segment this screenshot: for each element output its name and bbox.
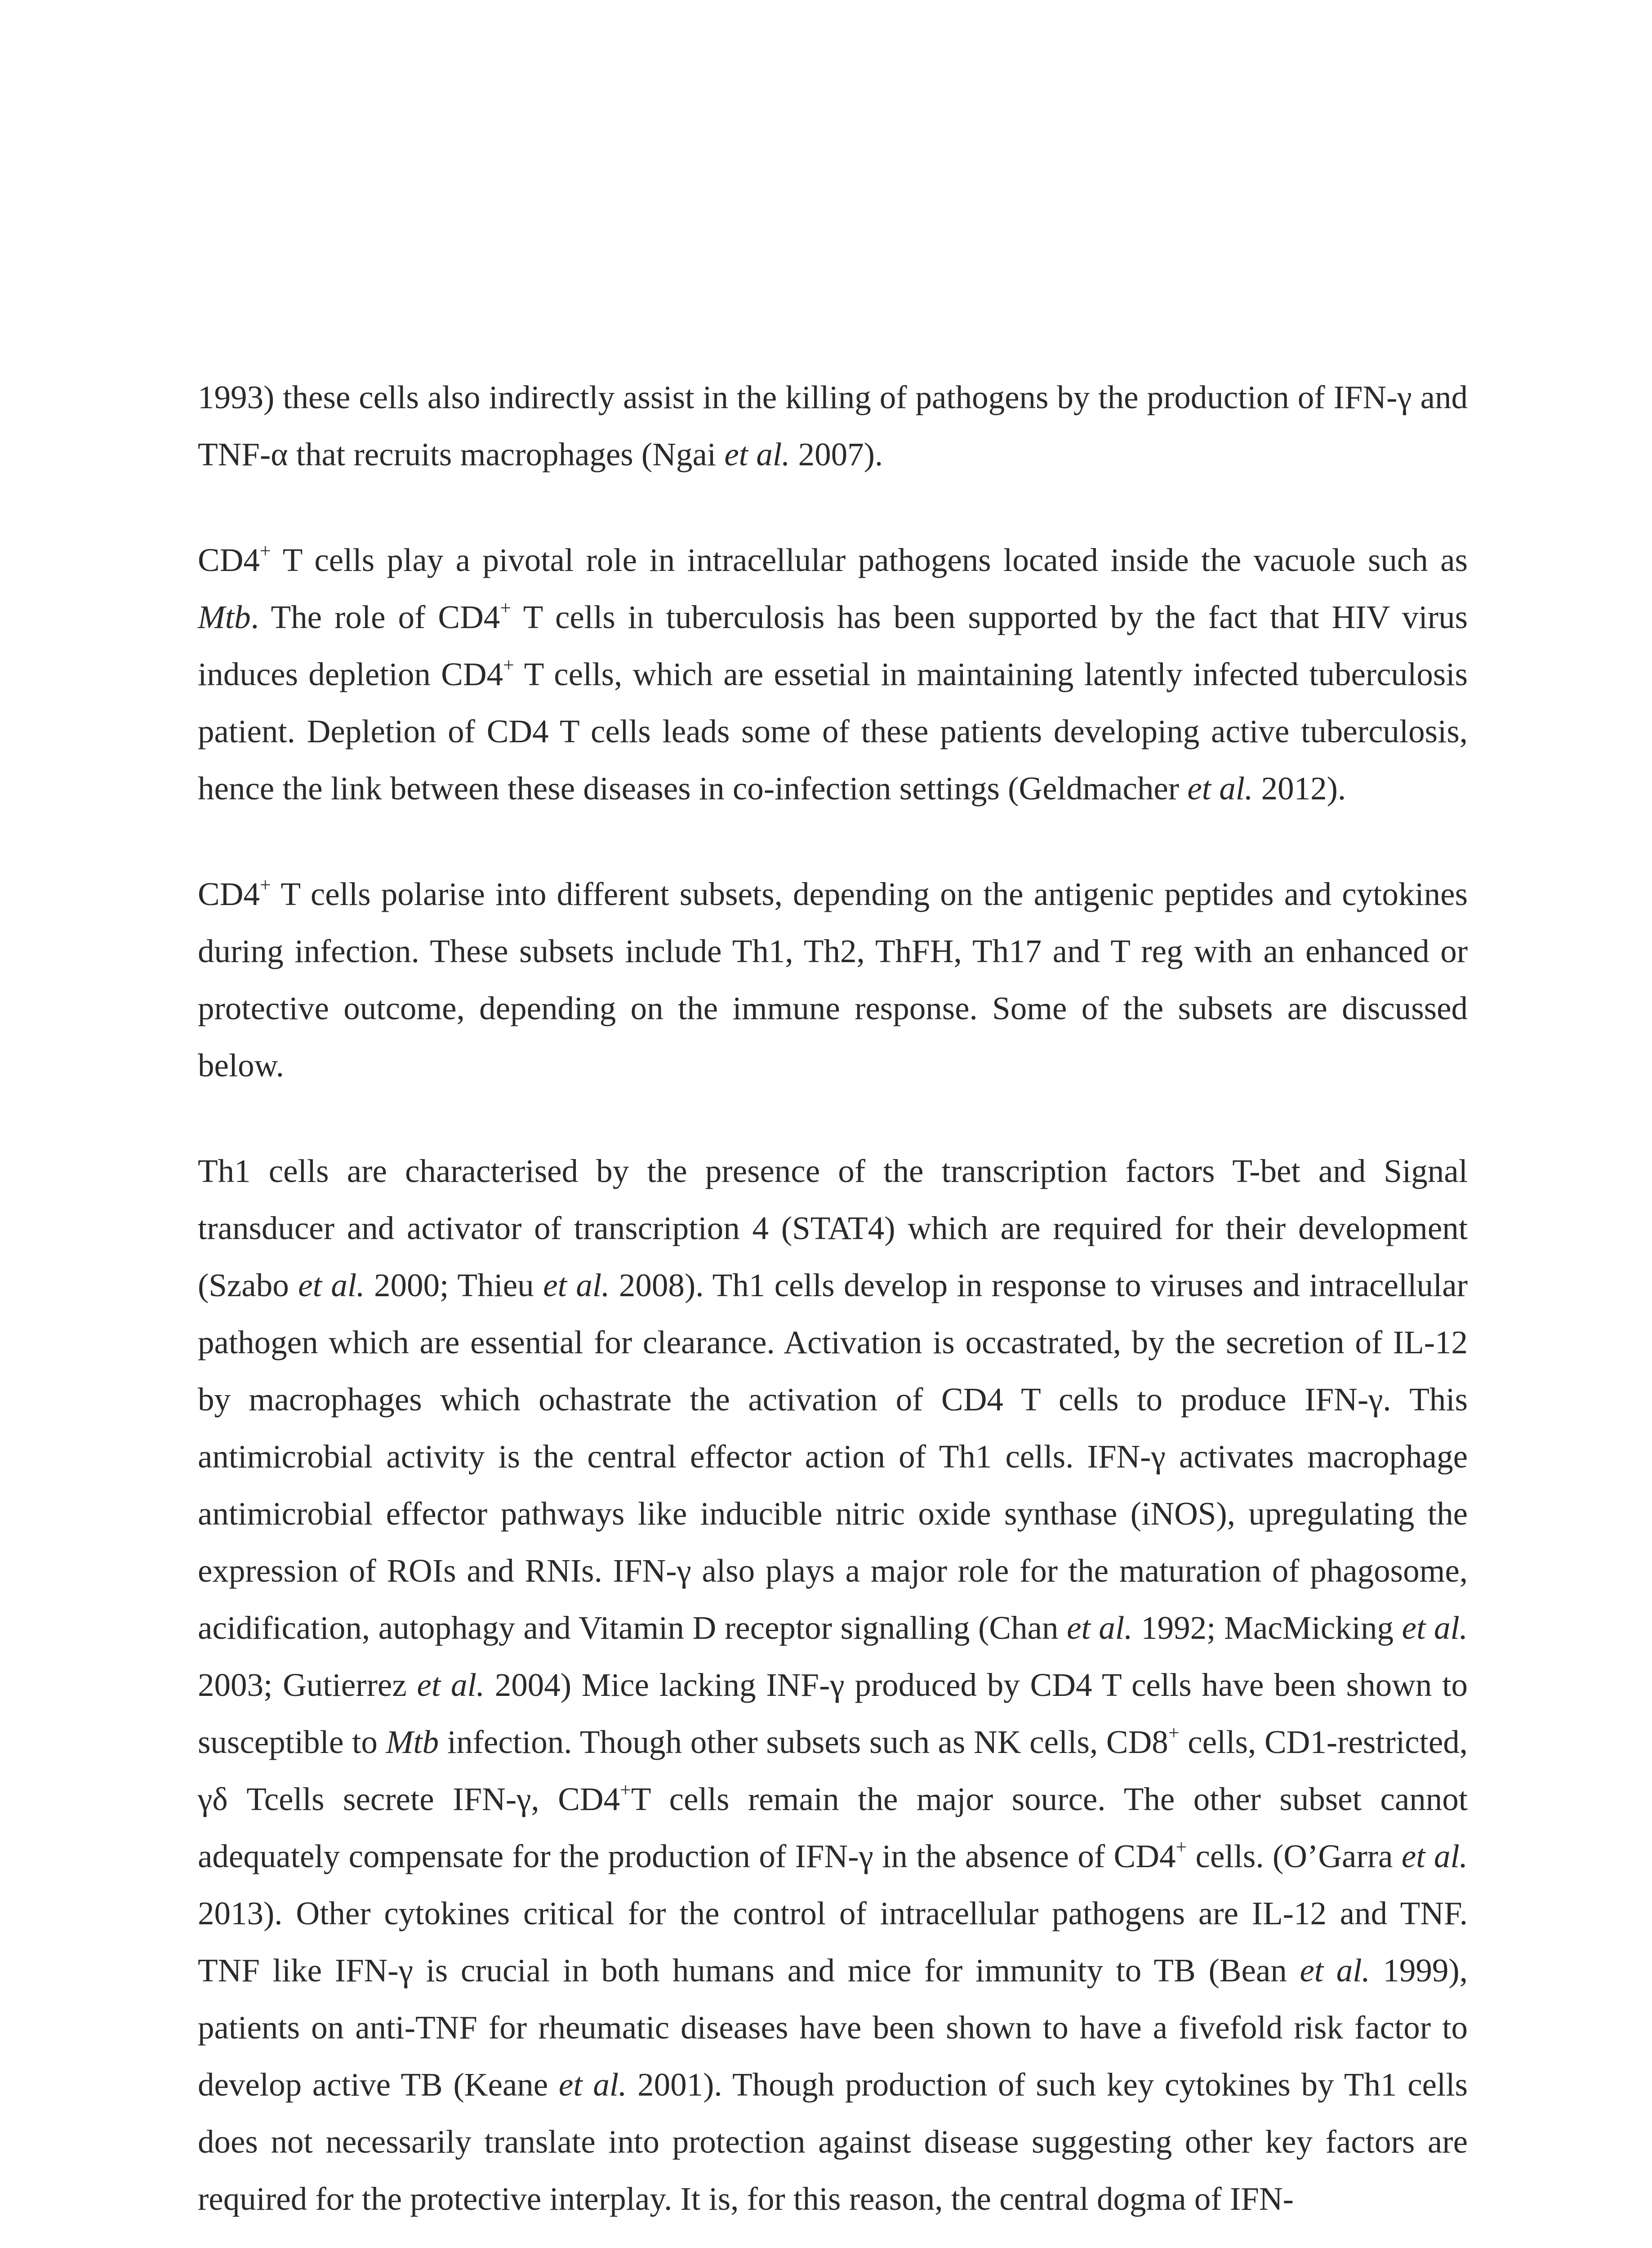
superscript: + [620, 1779, 631, 1801]
paragraph [198, 531, 1468, 817]
text-run: 2008). Th1 cells develop in response to viruses and intracellular pathogen which are essential for clearance. Activation is occastrated, by the secretion of IL-12 by macrophages which ochastrate the activation of CD4 T cells to produce IFN-γ. This antimicrobial activity is the central effector action of Th1 cells. IFN-γ activates macrophage antimicrobial effector pathways like inducible nitric oxide synthase (iNOS), upregulating the expression of ROIs and RNIs. IFN-γ also plays a major role for the maturation of phagosome, acidification, autophagy and Vitamin D receptor signalling (Chan [198, 1267, 1468, 1646]
text-run: 2003; Gutierrez [198, 1667, 417, 1703]
text-run: CD4 [198, 542, 260, 578]
paragraph [198, 865, 1468, 1094]
body-text [198, 369, 1468, 2227]
text-run: Th1 cells are characterised by the presence of the transcription factors T-bet and Signal transducer and activator of transcription 4 (STAT4) which are required for their development (Szabo [198, 1153, 1468, 1303]
text-run: 2001). Though production of such key cytokines by Th1 cells does not necessarily translate into protection against disease suggesting other key factors are required for the protective interplay. It is, for this reason, the central dogma of IFN- [198, 2066, 1468, 2217]
superscript: + [500, 597, 512, 619]
text-run: 1999), patients on anti-TNF for rheumatic diseases have been shown to have a fivefold risk factor to develop active TB (Keane [198, 1952, 1468, 2103]
text-run: 2004) Mice lacking INF-γ produced by CD4 T cells have been shown to susceptible to [198, 1667, 1468, 1760]
text-run: T cells play a pivotal role in intracellular pathogens located inside the vacuole such as [271, 542, 1468, 578]
italic-text: et al. [543, 1267, 610, 1303]
superscript: + [1168, 1722, 1180, 1744]
text-run: infection. Though other subsets such as NK cells, CD8 [439, 1724, 1168, 1760]
text-run: 2000; Thieu [365, 1267, 543, 1303]
superscript: + [1176, 1836, 1187, 1858]
paragraph [198, 369, 1468, 483]
text-run: 1992; MacMicking [1132, 1610, 1402, 1646]
text-run: 2013). Other cytokines critical for the control of intracellular pathogens are IL-12 and TNF. TNF like IFN-γ is crucial in both humans and mice for immunity to TB (Bean [198, 1895, 1468, 1989]
italic-text: et al. [724, 436, 790, 473]
italic-text: et al. [558, 2066, 627, 2103]
text-run: 2012). [1253, 770, 1346, 807]
text-run: 1993) these cells also indirectly assist in the killing of pathogens by the production of IFN-γ and TNF-α that recruits macrophages (Ngai [198, 379, 1468, 473]
italic-text: et al. [1401, 1838, 1468, 1874]
italic-text: et al. [417, 1667, 485, 1703]
paragraph [198, 1142, 1468, 2227]
superscript: + [259, 540, 271, 562]
superscript: + [503, 654, 514, 676]
text-run: T cells polarise into different subsets, depending on the antigenic peptides and cytokines during infection. These subsets include Th1, Th2, ThFH, Th17 and T reg with an enhanced or protective outcome, depending on the immune response. Some of the subsets are discussed below. [198, 876, 1468, 1084]
italic-text: et al. [298, 1267, 365, 1303]
text-run: cells, CD1-restricted, γδ Tcells secrete IFN-γ, CD4 [198, 1724, 1468, 1817]
text-run: T cells remain the major source. The other subset cannot adequately compensate for the production of IFN-γ in the absence of CD4 [198, 1781, 1468, 1874]
text-run: T cells, which are essetial in maintaining latently infected tuberculosis patient. Depletion of CD4 T cells leads some of these patients developing active tuberculosis, hence the link between these diseases in co-infection settings (Geldmacher [198, 656, 1468, 807]
italic-text: et al. [1300, 1952, 1370, 1989]
superscript: + [259, 874, 271, 896]
italic-text: et al. [1402, 1610, 1468, 1646]
text-run: CD4 [198, 876, 260, 912]
italic-text: et al. [1067, 1610, 1133, 1646]
italic-text: Mtb [386, 1724, 439, 1760]
italic-text: et al. [1187, 770, 1253, 807]
text-run: 2007). [790, 436, 883, 473]
text-run: T cells in tuberculosis has been supported by the fact that HIV virus induces depletion CD4 [198, 599, 1468, 692]
text-run: . The role of CD4 [250, 599, 500, 635]
italic-text: Mtb [198, 599, 251, 635]
text-run: cells. (O’Garra [1187, 1838, 1402, 1874]
